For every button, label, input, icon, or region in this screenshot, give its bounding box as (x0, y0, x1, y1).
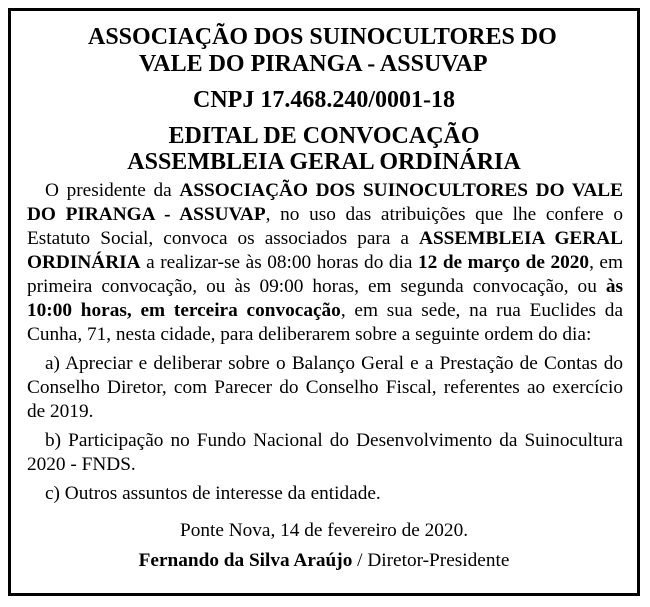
first-call-text: a realizar-se às 08:00 horas do dia (140, 252, 418, 273)
notice-subtitle: ASSEMBLEIA GERAL ORDINÁRIA (127, 149, 521, 175)
edital-notice (8, 8, 640, 596)
agenda-item-b: b) Participação no Fundo Nacional do Desenvolvimento da Suinocultura 2020 - FNDS. (27, 430, 623, 475)
place-and-date: Ponte Nova, 14 de fevereiro de 2020. (179, 520, 469, 541)
attributions-text: , no uso das atribuições que lhe confere o Estatuto Social, convoca os associados para a (27, 204, 623, 249)
third-call-text: às 10:00 horas, em terceira convocação (27, 276, 623, 321)
notice-title: EDITAL DE CONVOCAÇÃO (168, 123, 480, 149)
venue-text: , em sua sede, na rua Euclides da Cunha, 71, nesta cidade, para deliberarem sobre a seguinte ordem do dia: (27, 300, 624, 345)
second-call-text: , em primeira convocação, ou às 09:00 horas, em segunda convocação, ou (27, 252, 623, 297)
org-name-line2: VALE DO PIRANGA - ASSUVAP (139, 51, 488, 77)
org-name-line1: ASSOCIAÇÃO DOS SUINOCULTORES DO (88, 24, 557, 50)
agenda-item-c: c) Outros assuntos de interesse da entidade. (45, 483, 381, 504)
convocation-paragraph (27, 179, 623, 347)
agenda-item-a: a) Apreciar e deliberar sobre o Balanço Geral e a Prestação de Contas do Conselho Diretor, com Parecer do Conselho Fiscal, referentes ao exercício de 2019. (27, 353, 623, 422)
notice-body (27, 179, 623, 506)
cnpj-number: CNPJ 17.468.240/0001-18 (193, 87, 455, 113)
signature-line (11, 549, 637, 573)
signer-name: Fernando da Silva Araújo (138, 550, 353, 571)
org-name-inline: ASSOCIAÇÃO DOS SUINOCULTORES DO VALE DO PIRANGA - ASSUVAP (27, 180, 623, 225)
intro-text: O presidente da (45, 180, 180, 201)
assembly-name: ASSEMBLEIA GERAL ORDINÁRIA (27, 228, 624, 273)
meeting-date: 12 de março de 2020 (417, 252, 590, 273)
signer-role: / Diretor-Presidente (352, 550, 510, 571)
